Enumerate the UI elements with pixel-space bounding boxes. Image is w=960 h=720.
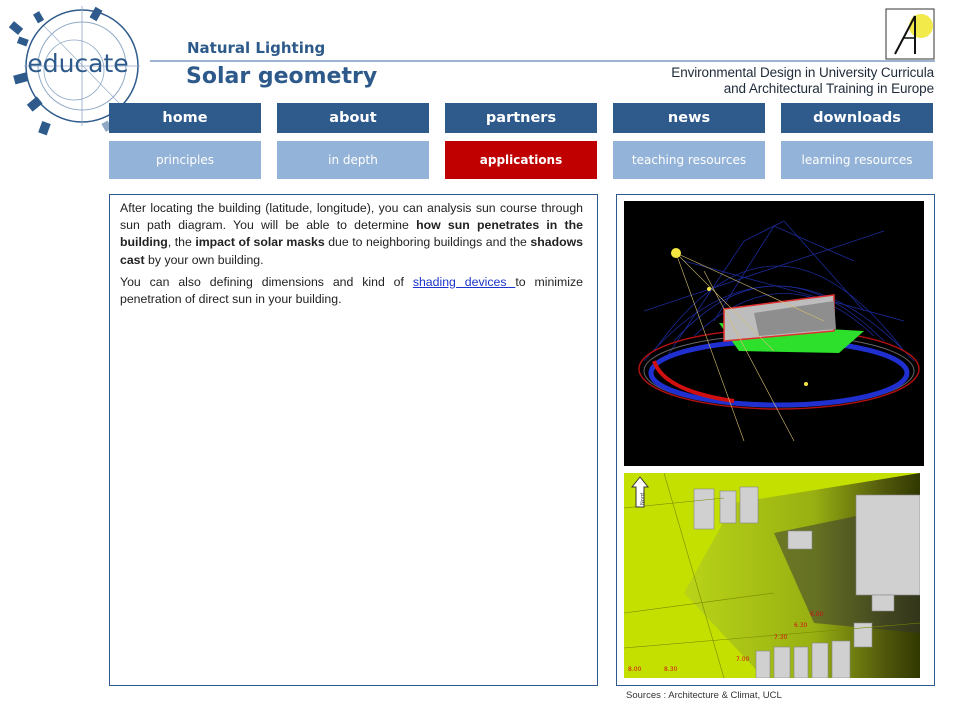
logo-text: educate <box>27 49 129 78</box>
subnav-teaching-resources[interactable]: teaching resources <box>613 141 765 179</box>
map-label-8-00: 8.00 <box>628 666 642 673</box>
subnav-applications[interactable]: applications <box>445 141 597 179</box>
org-name-line1: Environmental Design in University Curricula <box>671 65 934 80</box>
subnav-principles[interactable]: principles <box>109 141 261 179</box>
map-label-6-00: 6.00 <box>810 611 824 618</box>
shading-devices-link[interactable]: shading devices <box>412 274 516 289</box>
subnav-in-depth[interactable]: in depth <box>277 141 429 179</box>
nav-about[interactable]: about <box>277 103 429 133</box>
map-label-6-30: 6.30 <box>794 622 808 629</box>
content-paragraph-1: After locating the building (latitude, longitude), you can analysis sun course through sun path diagram. You will be able to determine how sun penetrates in the building, the impact of solar masks due to neighboring buildings and the shadows cast by your own building. <box>120 201 583 267</box>
sources-caption: Sources : Architecture & Climat, UCL <box>626 690 782 701</box>
nav-home[interactable]: home <box>109 103 261 133</box>
page-title: Solar geometry <box>186 64 378 89</box>
content-text-panel <box>109 194 598 686</box>
shadow-map-image <box>624 473 920 678</box>
sun-path-3d-image <box>624 201 924 466</box>
content-paragraph-2: You can also defining dimensions and kind of shading devices to minimize penetration of direct sun in your building. <box>120 274 584 307</box>
nav-partners[interactable]: partners <box>445 103 597 133</box>
map-label-7-00: 7.00 <box>736 656 750 663</box>
map-label-7-30: 7.30 <box>774 634 788 641</box>
nav-downloads[interactable]: downloads <box>781 103 933 133</box>
north-label: Nord <box>640 493 646 505</box>
org-logo-icon[interactable] <box>885 8 935 60</box>
org-name-line2: and Architectural Training in Europe <box>723 81 934 96</box>
section-title: Natural Lighting <box>187 39 326 57</box>
header-divider <box>150 60 935 62</box>
subnav-learning-resources[interactable]: learning resources <box>781 141 933 179</box>
map-label-8-30: 8.30 <box>664 666 678 673</box>
nav-news[interactable]: news <box>613 103 765 133</box>
